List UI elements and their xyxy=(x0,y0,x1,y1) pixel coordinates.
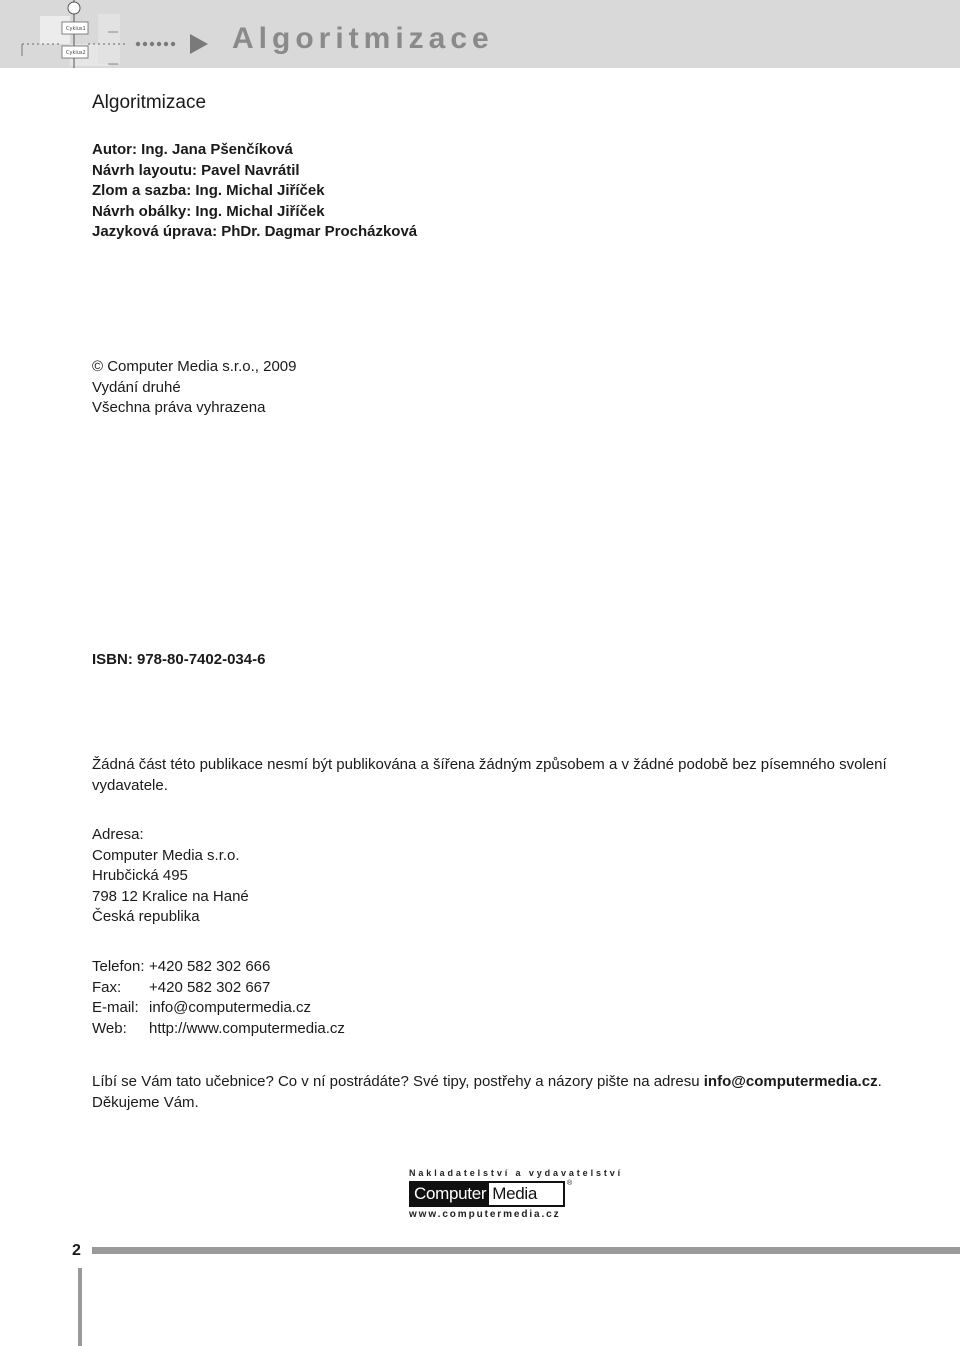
copyright-line: © Computer Media s.r.o., 2009 xyxy=(92,358,297,375)
page-number: 2 xyxy=(72,1242,81,1259)
address-country: Česká republika xyxy=(92,908,200,925)
flowchart-decoration-icon xyxy=(0,0,215,68)
logo-tagline: Nakladatelství a vydavatelství xyxy=(409,1168,624,1178)
credits-block xyxy=(92,140,417,243)
credit-cover: Návrh obálky: Ing. Michal Jiříček xyxy=(92,202,325,220)
registered-mark: ® xyxy=(567,1180,573,1187)
copyright-block xyxy=(92,357,297,419)
rights-line: Všechna práva vyhrazena xyxy=(92,399,266,416)
contact-email xyxy=(92,998,345,1019)
feedback-text: Líbí se Vám tato učebnice? Co v ní postrádáte? Své tipy, postřehy a názory pište na adresu xyxy=(92,1073,704,1090)
contact-label: Telefon: xyxy=(92,958,145,975)
document-title: Algoritmizace xyxy=(92,92,207,113)
feedback-period: . xyxy=(877,1073,882,1090)
contact-fax xyxy=(92,978,345,999)
publisher-logo xyxy=(409,1168,624,1222)
contact-label: Web: xyxy=(92,1019,127,1037)
feedback-paragraph xyxy=(92,1072,912,1093)
header-title: Algoritmizace xyxy=(232,22,494,55)
legal-notice-text: Žádná část této publikace nesmí být publikována a šířena žádným způsobem a v žádné podobě bez písemného svolení vydavatele. xyxy=(92,756,887,794)
contact-value: +420 582 302 666 xyxy=(149,958,271,975)
flowchart-label-1: Cyklus1 xyxy=(66,26,86,32)
logo-word-media: Media xyxy=(489,1183,540,1205)
edition-line: Vydání druhé xyxy=(92,378,181,396)
contact-web xyxy=(92,1019,345,1040)
logo-url: www.computermedia.cz xyxy=(409,1209,561,1220)
isbn: ISBN: 978-80-7402-034-6 xyxy=(92,651,266,668)
logo-mark xyxy=(409,1181,565,1207)
credit-author: Autor: Ing. Jana Pšenčíková xyxy=(92,141,293,158)
footer-horizontal-rule xyxy=(92,1247,960,1254)
email-link[interactable]: info@computermedia.cz xyxy=(149,999,311,1016)
flowchart-label-2: Cyklus2 xyxy=(66,50,86,56)
address-block xyxy=(92,825,249,928)
footer-vertical-rule xyxy=(78,1268,82,1346)
address-city: 798 12 Kralice na Hané xyxy=(92,887,249,905)
feedback-block xyxy=(92,1072,912,1113)
feedback-email-link[interactable]: info@computermedia.cz xyxy=(703,1073,878,1090)
legal-notice xyxy=(92,755,892,796)
web-link[interactable]: http://www.computermedia.cz xyxy=(149,1019,345,1037)
logo-word-computer: Computer xyxy=(411,1183,489,1205)
contacts-block xyxy=(92,957,345,1039)
contact-label: Fax: xyxy=(92,978,122,996)
contact-phone xyxy=(92,957,345,978)
contact-value: +420 582 302 667 xyxy=(149,978,271,996)
thanks-text: Děkujeme Vám. xyxy=(92,1093,199,1111)
address-label: Adresa: xyxy=(92,826,144,843)
credit-layout: Návrh layoutu: Pavel Navrátil xyxy=(92,161,300,179)
page-header xyxy=(0,0,960,68)
credit-typesetting: Zlom a sazba: Ing. Michal Jiříček xyxy=(92,182,325,199)
credit-language-edit: Jazyková úprava: PhDr. Dagmar Procházková xyxy=(92,223,418,240)
address-street: Hrubčická 495 xyxy=(92,867,188,884)
contact-label: E-mail: xyxy=(92,999,139,1016)
address-company: Computer Media s.r.o. xyxy=(92,846,240,864)
